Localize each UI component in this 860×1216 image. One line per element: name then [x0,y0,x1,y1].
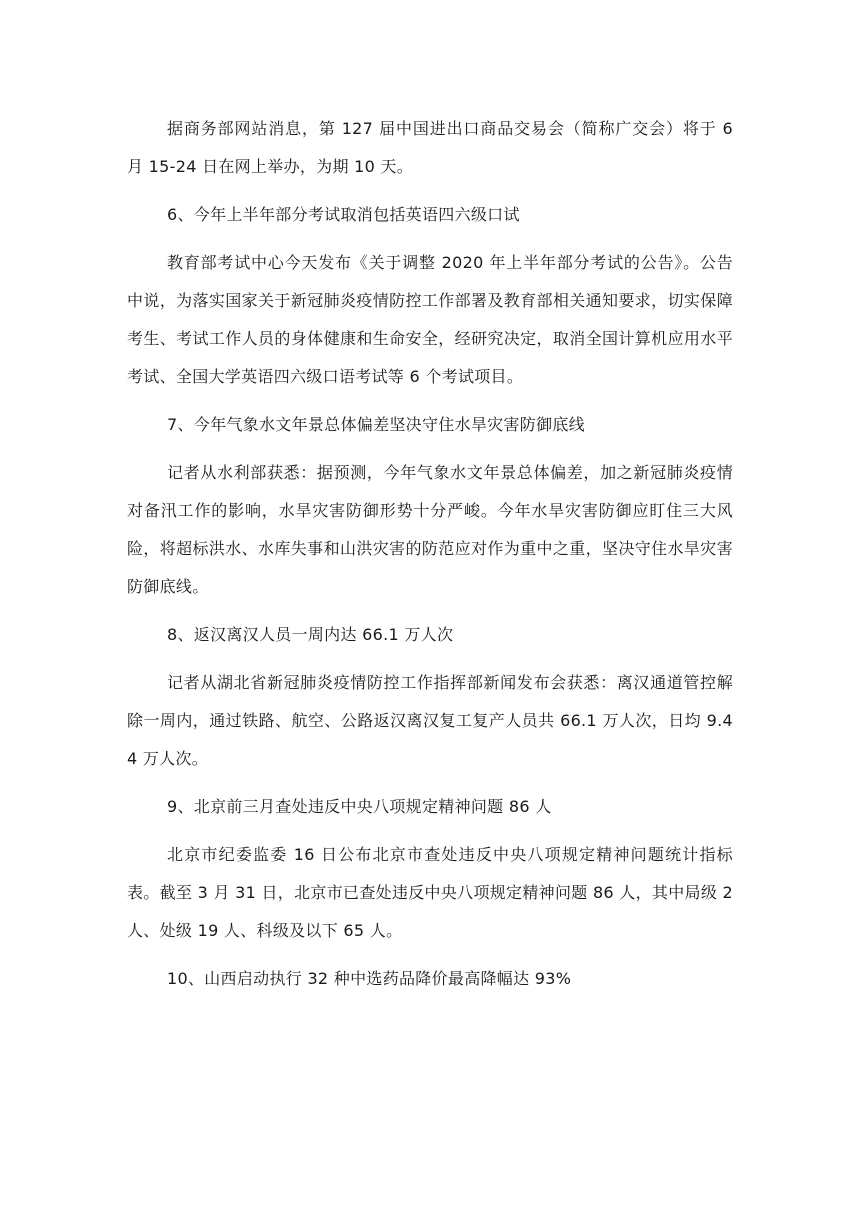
heading-item-10: 10、山西启动执行 32 种中选药品降价最高降幅达 93% [167,969,572,988]
heading-item-9: 9、北京前三月查处违反中央八项规定精神问题 86 人 [167,797,552,816]
paragraph-wuhan-travel: 记者从湖北省新冠肺炎疫情防控工作指挥部新闻发布会获悉：离汉通道管控解除一周内，通过铁路、航空、公路返汉离汉复工复产人员共 66.1 万人次，日均 9.44 万人次。 [127,673,733,768]
document-body [127,110,733,998]
heading-item-8: 8、返汉离汉人员一周内达 66.1 万人次 [167,625,454,644]
paragraph-gap [127,234,733,244]
paragraph-gap [127,826,733,836]
heading-item-6: 6、今年上半年部分考试取消包括英语四六级口试 [167,205,520,224]
paragraph-gap [127,606,733,616]
paragraph-gap [127,186,733,196]
paragraph-beijing-discipline: 北京市纪委监委 16 日公布北京市查处违反中央八项规定精神问题统计指标表。截至 3 月 31 日，北京市已查处违反中央八项规定精神问题 86 人，其中局级 2 人、处级 19 人、科级及以下 65 人。 [127,845,733,940]
heading-item-7: 7、今年气象水文年景总体偏差坚决守住水旱灾害防御底线 [167,415,585,434]
paragraph-gap [127,950,733,960]
paragraph-canton-fair: 据商务部网站消息，第 127 届中国进出口商品交易会（简称广交会）将于 6 月 15-24 日在网上举办，为期 10 天。 [127,119,733,176]
paragraph-gap [127,654,733,664]
paragraph-exam-cancel: 教育部考试中心今天发布《关于调整 2020 年上半年部分考试的公告》。公告中说，为落实国家关于新冠肺炎疫情防控工作部署及教育部相关通知要求，切实保障考生、考试工作人员的身体健康和生命安全，经研究决定，取消全国计算机应用水平考试、全国大学英语四六级口语考试等 6 个考试项目。 [127,253,733,386]
paragraph-flood-defense: 记者从水利部获悉：据预测，今年气象水文年景总体偏差，加之新冠肺炎疫情对备汛工作的影响，水旱灾害防御形势十分严峻。今年水旱灾害防御应盯住三大风险，将超标洪水、水库失事和山洪灾害的防范应对作为重中之重，坚决守住水旱灾害防御底线。 [127,463,733,596]
paragraph-gap [127,778,733,788]
paragraph-gap [127,396,733,406]
paragraph-gap [127,444,733,454]
